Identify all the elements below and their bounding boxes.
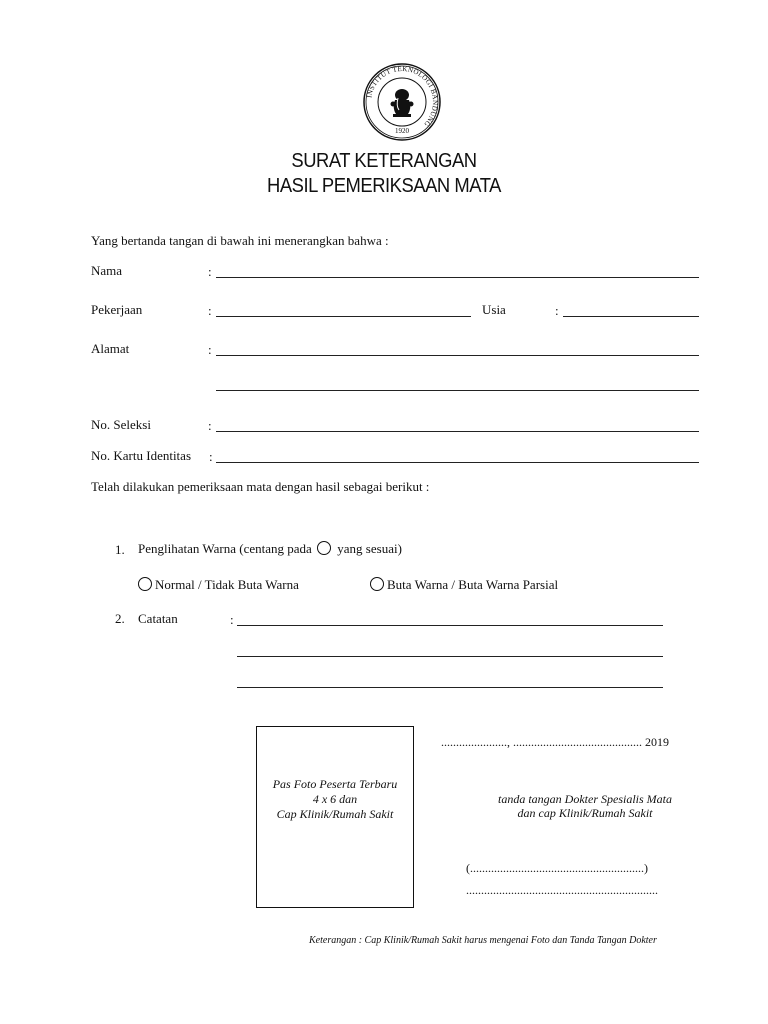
- colon-pekerjaan: :: [208, 303, 212, 318]
- label-no-seleksi: No. Seleksi: [91, 417, 151, 432]
- itb-logo: [362, 62, 442, 142]
- item-1-label: [138, 541, 402, 557]
- label-usia: Usia: [482, 302, 506, 317]
- photo-box-line-2: 4 x 6 dan: [312, 792, 358, 806]
- field-alamat-line-2[interactable]: [216, 390, 699, 391]
- title-line-1: SURAT KETERANGAN: [291, 150, 477, 172]
- result-intro-text: Telah dilakukan pemeriksaan mata dengan hasil sebagai berikut :: [91, 479, 430, 494]
- label-pekerjaan: Pekerjaan: [91, 302, 143, 317]
- field-catatan-line-2[interactable]: [237, 656, 663, 657]
- seal-year: 1920: [395, 127, 409, 135]
- label-alamat: Alamat: [91, 341, 130, 356]
- date-line[interactable]: ......................, ........................................... 2019: [441, 735, 669, 749]
- option-buta-warna[interactable]: [370, 577, 558, 593]
- signature-name-line[interactable]: (..........................................................): [466, 861, 648, 875]
- label-no-kartu: No. Kartu Identitas: [91, 448, 192, 463]
- colon-catatan: :: [230, 612, 234, 627]
- colon-alamat: :: [208, 342, 212, 357]
- colon-usia: :: [555, 303, 559, 318]
- option-normal[interactable]: [138, 577, 299, 593]
- title-line-2: HASIL PEMERIKSAAN MATA: [267, 175, 501, 197]
- radio-circle-icon[interactable]: [138, 577, 152, 591]
- field-usia-line[interactable]: [563, 316, 699, 317]
- signature-nip-line[interactable]: ................................................................: [466, 883, 658, 897]
- field-no-seleksi-line[interactable]: [216, 431, 699, 432]
- item-2-label: Catatan: [138, 611, 178, 626]
- radio-circle-icon[interactable]: [370, 577, 384, 591]
- intro-text: Yang bertanda tangan di bawah ini menerangkan bahwa :: [91, 233, 389, 248]
- field-catatan-line-1[interactable]: [237, 625, 663, 626]
- signature-caption-1: tanda tangan Dokter Spesialis Mata: [498, 792, 672, 806]
- signature-caption-2: dan cap Klinik/Rumah Sakit: [517, 806, 653, 820]
- footer-note: Keterangan : Cap Klinik/Rumah Sakit harus mengenai Foto dan Tanda Tangan Dokter: [309, 935, 657, 946]
- colon-no-seleksi: :: [208, 418, 212, 433]
- item-1-label-b: yang sesuai): [337, 541, 402, 556]
- field-pekerjaan-line[interactable]: [216, 316, 471, 317]
- item-2-number: 2.: [115, 611, 125, 626]
- field-no-kartu-line[interactable]: [216, 462, 699, 463]
- label-nama: Nama: [91, 263, 123, 278]
- option-normal-label: Normal / Tidak Buta Warna: [155, 577, 299, 592]
- photo-box-line-1: Pas Foto Peserta Terbaru: [272, 777, 398, 791]
- checkbox-circle-icon: [317, 541, 331, 555]
- item-1-number: 1.: [115, 542, 125, 557]
- field-catatan-line-3[interactable]: [237, 687, 663, 688]
- item-1-label-a: Penglihatan Warna (centang pada: [138, 541, 312, 556]
- seal-text: INSTITUT TEKNOLOGI BANDUNG: [365, 64, 440, 129]
- colon-no-kartu: :: [209, 449, 213, 464]
- photo-box-line-3: Cap Klinik/Rumah Sakit: [276, 807, 394, 821]
- field-alamat-line-1[interactable]: [216, 355, 699, 356]
- option-buta-warna-label: Buta Warna / Buta Warna Parsial: [387, 577, 559, 592]
- photo-box[interactable]: [256, 726, 414, 908]
- colon-nama: :: [208, 264, 212, 279]
- itb-seal-icon: [362, 62, 442, 142]
- field-nama-line[interactable]: [216, 277, 699, 278]
